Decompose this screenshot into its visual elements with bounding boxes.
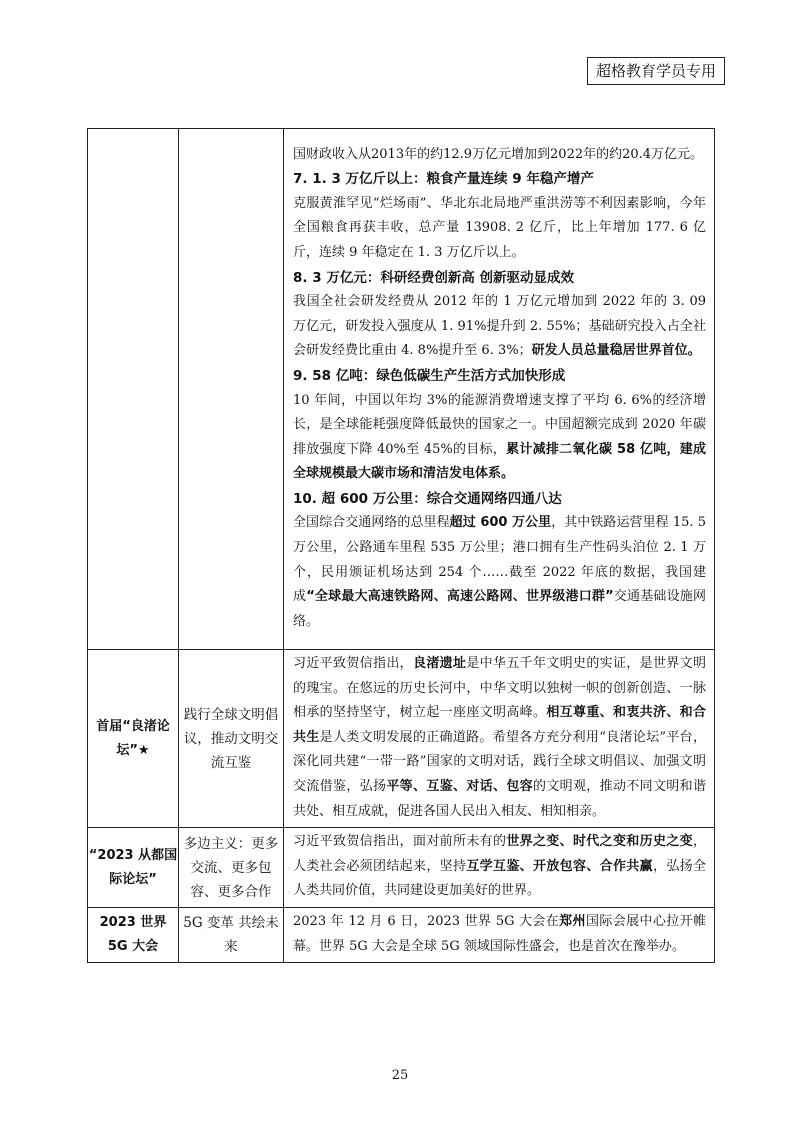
events-table xyxy=(87,128,715,963)
header-badge: 超格教育学员专用 xyxy=(587,57,725,85)
text-span: ，人类社会必须团结起来，坚持 xyxy=(293,834,706,874)
paragraph: 克服黄淮罕见“烂场雨”、华北东北局地严重洪涝等不利因素影响，今年全国粮食再获丰收，总产量 13908. 2 亿斤，比上年增加 177. 6 亿斤，连续 9 年稳定在 1. 3 万亿斤以上。 xyxy=(293,195,706,260)
event-cell: 2023 世界 5G 大会 xyxy=(88,907,179,962)
text-span: 是中华五千年文明史的实证，是世界文明的瑰宝。在悠远的历史长河中，中华文明以独树一帜的创新创造、一脉相承的坚持坚守，树立起一座座文明高峰。 xyxy=(293,656,706,721)
table-row xyxy=(88,907,715,962)
text-span: 全国综合交通网络的总里程 xyxy=(293,515,450,531)
section-title: 8. 3 万亿元：科研经费创新高 创新驱动显成效 xyxy=(293,269,575,286)
bold-text: 超过 600 万公里 xyxy=(449,515,552,531)
text-span: ，其中铁路运营里程 15. 5 万公里，公路通车里程 535 万公里；港口拥有生产性码头泊位 2. 1 万个，民用颁证机场达到 254 个……截至 2022 年底的数据，我国建成 xyxy=(293,515,706,605)
paragraph xyxy=(293,290,706,364)
paragraph xyxy=(293,511,706,634)
bold-text: 互学互鉴、开放包容、合作共赢 xyxy=(466,858,653,874)
text-span: ，弘扬全人类共同价值，共同建设更加美好的世界。 xyxy=(293,858,706,899)
text-span: 国际会展中心拉开帷幕。世界 5G 大会是全球 5G 领域国际性盛会，也是首次在豫举办。 xyxy=(293,913,706,954)
bold-text: 郑州 xyxy=(559,913,586,929)
bold-text: 相互尊重、和衷共济、和合共生 xyxy=(293,705,706,745)
table-row xyxy=(88,129,715,650)
paragraph xyxy=(293,910,706,959)
text-span: 习近平致贺信指出，面对前所未有的 xyxy=(293,834,507,850)
content-cell xyxy=(284,828,715,908)
text-span: 习近平致贺信指出， xyxy=(293,656,413,671)
bold-text: 平等、互鉴、对话、包容 xyxy=(386,778,533,794)
text-span: 我国全社会研发经费从 2012 年的 1 万亿元增加到 2022 年的 3. 09 万亿元，研发投入强度从 1. 91%提升到 2. 55%；基础研究投入占全社会研发经费比重由 4. 8%提升至 6. 3%； xyxy=(293,294,706,359)
paragraph: 国财政收入从2013年的约12.9万亿元增加到2022年的约20.4万亿元。 xyxy=(293,146,704,162)
text-span: 交通基础设施网络。 xyxy=(293,589,706,629)
paragraph xyxy=(293,830,706,904)
text-span: 是人类文明发展的正确道路。希望各方充分利用“良渚论坛”平台，深化同共建“一带一路”国家的文明对话，践行全球文明倡议、加强文明交流借鉴，弘扬 xyxy=(293,729,706,794)
text-span: 的文明观，推动不同文明和谐共处、相互成就，促进各国人民出入相友、相知相亲。 xyxy=(293,778,706,819)
bold-text: “全球最大高速铁路网、高速公路网、世界级港口群” xyxy=(306,589,614,605)
bold-text: 良渚遗址 xyxy=(413,656,467,671)
theme-cell: 践行全球文明倡议，推动文明交流互鉴 xyxy=(179,650,284,828)
bold-text: 累计减排二氧化碳 58 亿吨，建成全球规模最大碳市场和清洁发电体系。 xyxy=(293,441,706,482)
event-cell: “2023 从都国际论坛” xyxy=(88,828,179,908)
paragraph xyxy=(293,652,706,824)
table-row xyxy=(88,650,715,828)
text-span: 2023 年 12 月 6 日，2023 世界 5G 大会在 xyxy=(293,913,560,929)
text-span: 10 年间，中国以年均 3%的能源消费增速支撑了平均 6. 6%的经济增长，是全球能耗强度降低最快的国家之一。中国超额完成到 2020 年碳排放强度下降 40%至 45%的目标， xyxy=(293,392,706,457)
section-title: 7. 1. 3 万亿斤以上：粮食产量连续 9 年稳产增产 xyxy=(293,171,594,188)
bold-text: 研发人员总量稳居世界首位。 xyxy=(531,343,701,359)
section-title: 9. 58 亿吨：绿色低碳生产生活方式加快形成 xyxy=(293,367,566,384)
content-cell xyxy=(284,907,715,962)
content-cell xyxy=(284,129,715,650)
paragraph xyxy=(293,389,706,487)
theme-cell: 5G 变革 共绘未来 xyxy=(179,907,284,962)
event-cell xyxy=(88,129,179,650)
theme-cell: 多边主义：更多交流、更多包容、更多合作 xyxy=(179,828,284,908)
page-number: 25 xyxy=(391,1068,409,1083)
event-cell: 首届“良渚论坛”★ xyxy=(88,650,179,828)
theme-cell xyxy=(179,129,284,650)
table-row xyxy=(88,828,715,908)
content-cell xyxy=(284,650,715,828)
bold-text: 世界之变、时代之变和历史之变 xyxy=(506,834,693,850)
section-title: 10. 超 600 万公里：综合交通网络四通八达 xyxy=(293,490,562,507)
